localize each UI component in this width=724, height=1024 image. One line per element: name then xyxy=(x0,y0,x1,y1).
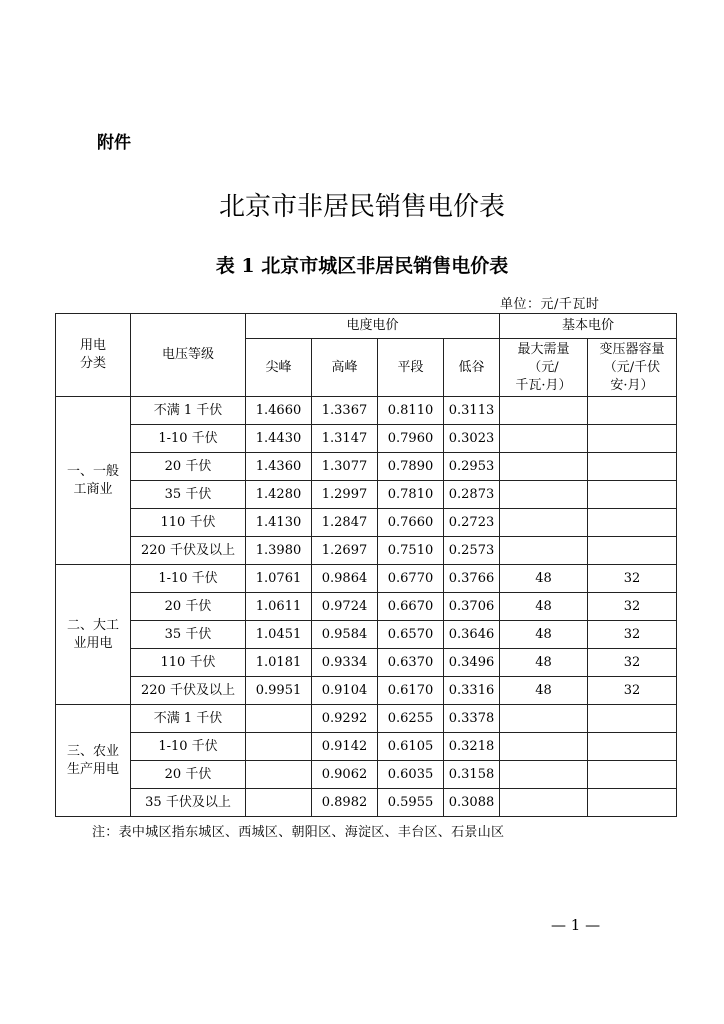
flat-cell: 0.7660 xyxy=(378,509,444,537)
capacity-cell xyxy=(588,537,677,565)
sharp-cell: 1.3980 xyxy=(246,537,312,565)
table-note: 注：表中城区指东城区、西城区、朝阳区、海淀区、丰台区、石景山区 xyxy=(92,825,505,840)
voltage-cell: 不满 1 千伏 xyxy=(131,705,246,733)
sharp-cell: 1.0761 xyxy=(246,565,312,593)
sharp-cell: 0.9951 xyxy=(246,677,312,705)
table-row xyxy=(56,761,677,789)
sharp-cell xyxy=(246,761,312,789)
flat-cell: 0.6670 xyxy=(378,593,444,621)
demand-cell xyxy=(500,481,588,509)
voltage-cell: 35 千伏 xyxy=(131,621,246,649)
flat-cell: 0.6770 xyxy=(378,565,444,593)
capacity-cell xyxy=(588,481,677,509)
valley-cell: 0.3088 xyxy=(444,789,500,817)
peak-cell: 0.9724 xyxy=(312,593,378,621)
demand-cell xyxy=(500,453,588,481)
sharp-cell xyxy=(246,789,312,817)
capacity-cell xyxy=(588,733,677,761)
valley-cell: 0.3218 xyxy=(444,733,500,761)
peak-cell: 1.3147 xyxy=(312,425,378,453)
valley-cell: 0.3766 xyxy=(444,565,500,593)
valley-cell: 0.3158 xyxy=(444,761,500,789)
header-flat: 平段 xyxy=(378,339,444,397)
peak-cell: 1.2847 xyxy=(312,509,378,537)
voltage-cell: 35 千伏及以上 xyxy=(131,789,246,817)
flat-cell: 0.5955 xyxy=(378,789,444,817)
flat-cell: 0.6170 xyxy=(378,677,444,705)
valley-cell: 0.3378 xyxy=(444,705,500,733)
peak-cell: 0.9104 xyxy=(312,677,378,705)
attachment-label: 附件 xyxy=(97,133,131,153)
table-row xyxy=(56,509,677,537)
demand-cell xyxy=(500,509,588,537)
category-cell: 一、一般 工商业 xyxy=(56,397,131,565)
category-cell: 二、大工 业用电 xyxy=(56,565,131,705)
capacity-cell: 32 xyxy=(588,621,677,649)
capacity-cell xyxy=(588,789,677,817)
table-row xyxy=(56,621,677,649)
voltage-cell: 不满 1 千伏 xyxy=(131,397,246,425)
peak-cell: 1.2697 xyxy=(312,537,378,565)
flat-cell: 0.7510 xyxy=(378,537,444,565)
header-peak-sharp: 尖峰 xyxy=(246,339,312,397)
flat-cell: 0.7890 xyxy=(378,453,444,481)
sharp-cell: 1.4280 xyxy=(246,481,312,509)
demand-cell xyxy=(500,789,588,817)
capacity-cell xyxy=(588,425,677,453)
peak-cell: 0.9864 xyxy=(312,565,378,593)
table-row xyxy=(56,733,677,761)
demand-cell: 48 xyxy=(500,677,588,705)
table-row xyxy=(56,789,677,817)
valley-cell: 0.3113 xyxy=(444,397,500,425)
capacity-cell: 32 xyxy=(588,677,677,705)
flat-cell: 0.6370 xyxy=(378,649,444,677)
flat-cell: 0.6255 xyxy=(378,705,444,733)
capacity-cell: 32 xyxy=(588,649,677,677)
table-row xyxy=(56,593,677,621)
table-row xyxy=(56,453,677,481)
capacity-cell xyxy=(588,453,677,481)
sharp-cell: 1.4430 xyxy=(246,425,312,453)
capacity-cell xyxy=(588,761,677,789)
capacity-cell xyxy=(588,509,677,537)
voltage-cell: 1-10 千伏 xyxy=(131,733,246,761)
peak-cell: 1.2997 xyxy=(312,481,378,509)
flat-cell: 0.6105 xyxy=(378,733,444,761)
table-row xyxy=(56,425,677,453)
peak-cell: 0.9142 xyxy=(312,733,378,761)
header-valley: 低谷 xyxy=(444,339,500,397)
table-row xyxy=(56,705,677,733)
price-table xyxy=(55,313,677,817)
demand-cell xyxy=(500,733,588,761)
peak-cell: 0.8982 xyxy=(312,789,378,817)
header-voltage: 电压等级 xyxy=(131,314,246,397)
sharp-cell xyxy=(246,733,312,761)
demand-cell xyxy=(500,425,588,453)
sharp-cell: 1.0181 xyxy=(246,649,312,677)
peak-cell: 0.9292 xyxy=(312,705,378,733)
flat-cell: 0.6035 xyxy=(378,761,444,789)
valley-cell: 0.3496 xyxy=(444,649,500,677)
capacity-cell xyxy=(588,397,677,425)
peak-cell: 1.3367 xyxy=(312,397,378,425)
sharp-cell: 1.4130 xyxy=(246,509,312,537)
page-title: 北京市非居民销售电价表 xyxy=(218,192,505,222)
table-row xyxy=(56,481,677,509)
page-number: — 1 — xyxy=(551,916,601,934)
demand-cell: 48 xyxy=(500,593,588,621)
demand-cell: 48 xyxy=(500,565,588,593)
valley-cell: 0.3316 xyxy=(444,677,500,705)
sharp-cell: 1.4360 xyxy=(246,453,312,481)
header-energy-price: 电度电价 xyxy=(246,314,500,339)
flat-cell: 0.6570 xyxy=(378,621,444,649)
header-category: 用电 分类 xyxy=(56,314,131,397)
table-title: 表 1 北京市城区非居民销售电价表 xyxy=(215,255,509,277)
category-cell: 三、农业 生产用电 xyxy=(56,705,131,817)
capacity-cell: 32 xyxy=(588,565,677,593)
table-row xyxy=(56,649,677,677)
capacity-cell: 32 xyxy=(588,593,677,621)
voltage-cell: 35 千伏 xyxy=(131,481,246,509)
valley-cell: 0.2723 xyxy=(444,509,500,537)
flat-cell: 0.7810 xyxy=(378,481,444,509)
header-peak: 高峰 xyxy=(312,339,378,397)
header-transformer: 变压器容量 （元/千伏 安·月） xyxy=(588,339,677,397)
peak-cell: 1.3077 xyxy=(312,453,378,481)
voltage-cell: 220 千伏及以上 xyxy=(131,677,246,705)
demand-cell xyxy=(500,537,588,565)
voltage-cell: 110 千伏 xyxy=(131,649,246,677)
peak-cell: 0.9584 xyxy=(312,621,378,649)
sharp-cell: 1.0611 xyxy=(246,593,312,621)
demand-cell: 48 xyxy=(500,621,588,649)
valley-cell: 0.2873 xyxy=(444,481,500,509)
voltage-cell: 1-10 千伏 xyxy=(131,425,246,453)
table-row xyxy=(56,397,677,425)
demand-cell xyxy=(500,705,588,733)
demand-cell xyxy=(500,397,588,425)
sharp-cell: 1.0451 xyxy=(246,621,312,649)
valley-cell: 0.2573 xyxy=(444,537,500,565)
demand-cell: 48 xyxy=(500,649,588,677)
voltage-cell: 20 千伏 xyxy=(131,453,246,481)
unit-label: 单位：元/千瓦时 xyxy=(500,297,600,312)
voltage-cell: 20 千伏 xyxy=(131,761,246,789)
table-row xyxy=(56,537,677,565)
header-max-demand: 最大需量 （元/ 千瓦·月） xyxy=(500,339,588,397)
demand-cell xyxy=(500,761,588,789)
valley-cell: 0.2953 xyxy=(444,453,500,481)
voltage-cell: 220 千伏及以上 xyxy=(131,537,246,565)
peak-cell: 0.9062 xyxy=(312,761,378,789)
valley-cell: 0.3646 xyxy=(444,621,500,649)
voltage-cell: 20 千伏 xyxy=(131,593,246,621)
header-basic-price: 基本电价 xyxy=(500,314,677,339)
sharp-cell: 1.4660 xyxy=(246,397,312,425)
flat-cell: 0.8110 xyxy=(378,397,444,425)
voltage-cell: 1-10 千伏 xyxy=(131,565,246,593)
valley-cell: 0.3706 xyxy=(444,593,500,621)
capacity-cell xyxy=(588,705,677,733)
sharp-cell xyxy=(246,705,312,733)
voltage-cell: 110 千伏 xyxy=(131,509,246,537)
peak-cell: 0.9334 xyxy=(312,649,378,677)
flat-cell: 0.7960 xyxy=(378,425,444,453)
table-row xyxy=(56,565,677,593)
table-row xyxy=(56,677,677,705)
valley-cell: 0.3023 xyxy=(444,425,500,453)
